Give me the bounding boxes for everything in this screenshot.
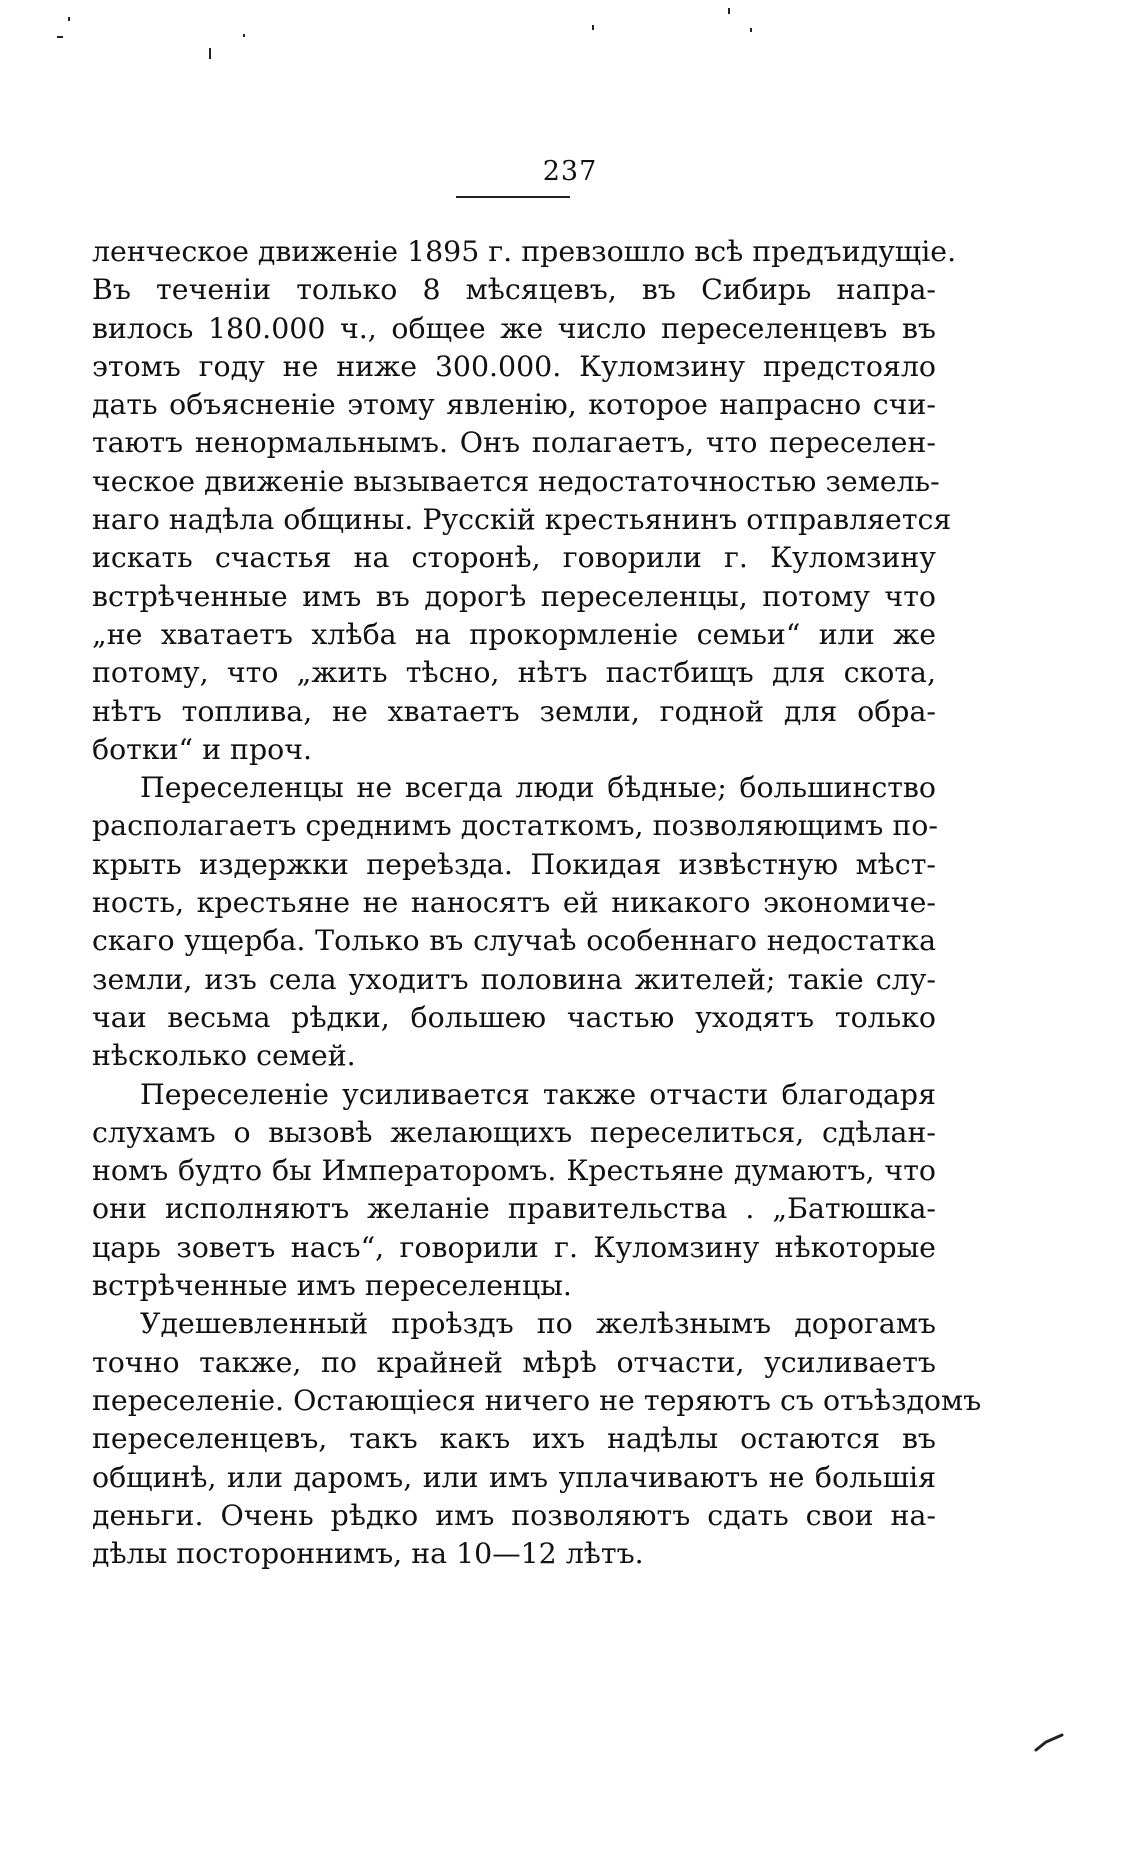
text-line: номъ будто бы Императоромъ. Крестьяне думаютъ, что bbox=[92, 1154, 936, 1188]
text-line: потому, что „жить тѣсно, нѣтъ пастбищъ для скота, bbox=[92, 656, 936, 690]
text-line: Въ теченіи только 8 мѣсяцевъ, въ Сибирь напра- bbox=[92, 273, 936, 307]
scan-speck bbox=[209, 48, 211, 59]
text-line: ческое движеніе вызывается недостаточностью земель- bbox=[92, 464, 940, 498]
text-line: встрѣченные имъ въ дорогѣ переселенцы, потому что bbox=[92, 579, 936, 613]
text-line: переселеніе. Остающіеся ничего не теряютъ съ отъѣздомъ bbox=[92, 1383, 982, 1417]
text-line: скаго ущерба. Только въ случаѣ особеннаго недостатка bbox=[92, 924, 936, 958]
text-line: переселенцевъ, такъ какъ ихъ надѣлы остаются въ bbox=[92, 1422, 936, 1456]
text-line: дѣлы постороннимъ, на 10—12 лѣтъ. bbox=[92, 1537, 644, 1571]
text-line: Переселенцы не всегда люди бѣдные; большинство bbox=[140, 771, 936, 805]
page-number-rule bbox=[456, 196, 570, 198]
text-line: этомъ году не ниже 300.000. Куломзину предстояло bbox=[92, 349, 936, 383]
text-line: нѣтъ топлива, не хватаетъ земли, годной для обра- bbox=[92, 694, 936, 728]
text-line: искать счастья на сторонѣ, говорили г. Куломзину bbox=[92, 541, 936, 575]
scan-speck bbox=[592, 25, 594, 30]
text-line: крыть издержки переѣзда. Покидая извѣстную мѣст- bbox=[92, 847, 936, 881]
text-line: царь зоветъ насъ“, говорили г. Куломзину нѣкоторые bbox=[92, 1230, 936, 1264]
scan-speck bbox=[243, 34, 245, 37]
scan-speck bbox=[750, 28, 752, 32]
text-line: общинѣ, или даромъ, или имъ уплачиваютъ не большія bbox=[92, 1460, 936, 1494]
text-line: „не хватаетъ хлѣба на прокормленіе семьи“ или же bbox=[92, 617, 936, 651]
text-line: располагаетъ среднимъ достаткомъ, позволяющимъ по- bbox=[92, 809, 938, 843]
scan-speck bbox=[57, 36, 63, 38]
text-line: земли, изъ села уходитъ половина жителей; такіе слу- bbox=[92, 962, 936, 996]
text-line: чаи весьма рѣдки, большею частью уходятъ только bbox=[92, 1000, 936, 1034]
text-line: ботки“ и проч. bbox=[92, 732, 313, 766]
text-line: ленческое движеніе 1895 г. превзошло всѣ предъидущіе. bbox=[92, 235, 957, 268]
text-line: слухамъ о вызовѣ желающихъ переселиться, сдѣлан- bbox=[92, 1115, 936, 1149]
pen-mark-icon bbox=[1034, 1732, 1064, 1752]
page-number: 237 bbox=[542, 156, 598, 187]
text-line: ность, крестьяне не наносятъ ей никакого экономиче- bbox=[92, 886, 936, 920]
scan-speck bbox=[68, 17, 70, 21]
scan-speck bbox=[728, 8, 730, 14]
text-line: они исполняютъ желаніе правительства . „Батюшка- bbox=[92, 1192, 936, 1226]
text-line: встрѣченные имъ переселенцы. bbox=[92, 1269, 572, 1303]
text-line: таютъ ненормальнымъ. Онъ полагаетъ, что переселен- bbox=[92, 426, 936, 460]
text-line: наго надѣла общины. Русскій крестьянинъ отправляется bbox=[92, 503, 952, 537]
text-line: нѣсколько семей. bbox=[92, 1039, 356, 1073]
text-line: Переселеніе усиливается также отчасти благодаря bbox=[140, 1077, 936, 1111]
text-line: дать объясненіе этому явленію, которое напрасно счи- bbox=[92, 388, 936, 422]
text-line: точно также, по крайней мѣрѣ отчасти, усиливаетъ bbox=[92, 1345, 936, 1379]
body-text bbox=[92, 233, 982, 1573]
text-line: Удешевленный проѣздъ по желѣзнымъ дорогамъ bbox=[140, 1307, 936, 1341]
text-line: вилось 180.000 ч., общее же число переселенцевъ въ bbox=[92, 311, 936, 345]
text-line: деньги. Очень рѣдко имъ позволяютъ сдать свои на- bbox=[92, 1498, 936, 1532]
